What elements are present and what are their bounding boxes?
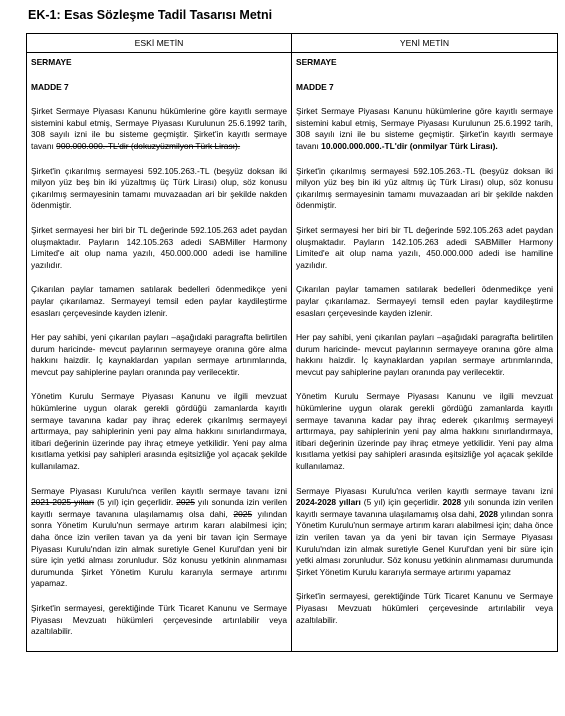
paragraph — [296, 486, 553, 579]
paragraph: Yönetim Kurulu Sermaye Piyasası Kanunu ve ilgili mevzuat hükümlerine uygun olarak gerekli gördüğü zamanlarda kayıtlı sermaye tavanına kadar pay ihraç ederek çıkarılmış sermayeyi arttırmaya, pay sahiplerinin yeni pay alma hakkını sınırlandırmaya, itibari değerinin üzerinde pay ihraç etmeye yetkilidir. Yeni pay alma kısıtlama yetkisi pay sahipleri arasında eşitsizliğe yol açacak şekilde kullanılamaz. — [31, 391, 287, 472]
text: Sermaye Piyasası Kurulu'nca verilen kayıtlı sermaye tavanı izni — [31, 485, 287, 496]
text: yılı sonunda izin verilen kayıtlı sermaye tavanına ulaşılamamış olsa dahi, — [296, 497, 554, 519]
content-row — [27, 53, 558, 652]
text: yılından sonra Yönetim Kurulu'nun sermaye artırım kararı alabilmesi için; daha önce izin verilen tavan ya da yeni bir tavan için Sermaye Piyasası Kurulu'ndan izin almak suretiyle Genel Kurul'dan yeni bir süre için yetki alması zorunludur. Söz konusu yetkinin alınmaması durumunda Şirket Yönetim Kurulu kararıyla sermaye artırımı yapamaz. — [31, 508, 287, 589]
section-heading: SERMAYE — [31, 57, 72, 67]
new-text-column — [292, 53, 558, 652]
paragraph: Şirket'in sermayesi, gerektiğinde Türk Ticaret Kanunu ve Sermaye Piyasası Mevzuatı hükümleri çerçevesinde artırılabilir veya azaltılabilir. — [31, 602, 287, 637]
added-text: 2028 — [442, 497, 462, 508]
text: yılı sonunda izin verilen kayıtlı sermaye tavanına ulaşılamamış olsa dahi, — [31, 497, 288, 519]
text: Şirket Sermaye Piyasası Kanunu hükümlerine göre kayıtlı sermaye sistemini kabul etmiş, Sermaye Piyasası Kurulunun 25.6.1992 tarih, 308 sayılı izni ile bu sisteme geçmiştir. Şirket'in kayıtlı sermaye tavanı — [31, 106, 287, 151]
article-heading: MADDE 7 — [296, 81, 334, 92]
header-row — [27, 34, 558, 53]
added-text: 2024-2028 yılları — [296, 497, 361, 508]
document-title: EK-1: Esas Sözleşme Tadil Tasarısı Metni — [28, 8, 273, 22]
paragraph: Her pay sahibi, yeni çıkarılan payları –aşağıdaki paragrafta belirtilen durum haricinde- mevcut paylarının sermayeye oranına göre alma hakkını haizdir. İç kaynaklardan yapılan sermaye artırımlarında, mevcut pay sahiplerine payları oranında pay verilecektir. — [31, 332, 287, 377]
article-heading: MADDE 7 — [31, 81, 69, 92]
section-heading: SERMAYE — [296, 57, 337, 67]
deleted-text: 2021-2025 yılları — [31, 497, 95, 508]
text: yılından sonra Yönetim Kurulu'nun sermaye artırım kararı alabilmesi için; daha önce izin verilen tavan ya da yeni bir tavan için Sermaye Piyasası Kurulu'ndan izin almak suretiyle Genel Kurul'dan yeni bir süre için yetki alması zorunludur. Söz konusu yetkinin alınmaması durumunda Şirket Yönetim Kurulu kararıyla sermaye artırımı yapamaz — [296, 508, 554, 577]
paragraph: Yönetim Kurulu Sermaye Piyasası Kanunu ve ilgili mevzuat hükümlerine uygun olarak gerekli gördüğü zamanlarda kayıtlı sermaye tavanına kadar pay ihraç ederek çıkarılmış sermayeyi arttırmaya, pay sahiplerinin yeni pay alma hakkını sınırlandırmaya, itibari değerinin üzerinde pay ihraç etmeye yetkilidir. Yeni pay alma kısıtlama yetkisi pay sahipleri arasında eşitsizliğe yol açacak şekilde kullanılamaz. — [296, 391, 553, 472]
old-text-column — [27, 53, 292, 652]
paragraph — [296, 106, 553, 152]
paragraph: Şirket'in çıkarılmış sermayesi 592.105.263.-TL (beşyüz doksan iki milyon yüz beş bin iki yüz altmış üç Türk Lirası) olup, söz konusu çıkarılmış sermayesinin tamamı muvazaadan ari bir şekilde nakden ödenmiştir. — [296, 165, 553, 211]
old-text-header: ESKİ METİN — [27, 34, 292, 53]
paragraph: Çıkarılan paylar tamamen satılarak bedelleri ödenmedikçe yeni paylar çıkarılamaz. Sermayeyi temsil eden paylar kaydileştirme esasları çerçevesinde kayden izlenir. — [296, 284, 553, 318]
comparison-table — [26, 33, 558, 652]
text: (5 yıl) için geçerlidir. — [360, 497, 443, 508]
paragraph — [31, 486, 287, 590]
paragraph: Şirket'in sermayesi, gerektiğinde Türk Ticaret Kanunu ve Sermaye Piyasası Mevzuatı hükümleri çerçevesinde artırılabilir veya azaltılabilir. — [296, 591, 553, 625]
added-text: 2028 — [479, 508, 498, 519]
deleted-text: 900.000.000.-TL'dir (dokuzyüzmilyon Türk Lirası). — [56, 140, 241, 151]
deleted-text: 2025 — [233, 508, 253, 519]
paragraph — [31, 106, 287, 152]
paragraph: Şirket sermayesi her biri bir TL değerinde 592.105.263 adet paydan oluşmaktadır. Payların 142.105.263 adedi SABMiller Harmony Limited'e ait olup nama yazılı, 450.000.000 adedi ise hamiline yazılıdır. — [296, 224, 553, 270]
paragraph: Çıkarılan paylar tamamen satılarak bedelleri ödenmedikçe yeni paylar çıkarılamaz. Sermayeyi temsil eden paylar kaydileştirme esasları çerçevesinde kayden izlenir. — [31, 284, 287, 318]
paragraph: Her pay sahibi, yeni çıkarılan payları –aşağıdaki paragrafta belirtilen durum haricinde- mevcut paylarının sermayeye oranına göre alma hakkını haizdir. İç kaynaklardan yapılan sermaye artırımlarında, mevcut pay sahiplerine payları oranında pay verilecektir. — [296, 332, 553, 377]
text: Şirket Sermaye Piyasası Kanunu hükümlerine göre kayıtlı sermaye sistemini kabul etmiş, Sermaye Piyasası Kurulunun 25.6.1992 tarih, 308 sayılı izni ile bu sisteme geçmiştir. Şirket'in kayıtlı sermaye tavanı — [296, 106, 553, 151]
paragraph: Şirket'in çıkarılmış sermayesi 592.105.263.-TL (beşyüz doksan iki milyon yüz beş bin iki yüzaltmış üç Türk Lirası) olup, söz konusu çıkarılmış sermayesinin tamamı muvazaadan ari bir şekilde nakden ödenmiştir. — [31, 165, 287, 211]
new-text-header: YENİ METİN — [292, 34, 558, 53]
paragraph: Şirket sermayesi her biri bir TL değerinde 592.105.263 adet paydan oluşmaktadır. Payların 142.105.263 adedi SABMiller Harmony Limited'e ait olup nama yazılı, 450.000.000 adedi ise hamiline yazılıdır. — [31, 224, 287, 270]
deleted-text: 2025 — [176, 497, 195, 508]
text: (5 yıl) için geçerlidir. — [94, 497, 177, 508]
text: Sermaye Piyasası Kurulu'nca verilen kayıtlı sermaye tavanı izni — [296, 485, 553, 496]
added-text: 10.000.000.000.-TL'dir (onmilyar Türk Lirası). — [321, 140, 498, 151]
